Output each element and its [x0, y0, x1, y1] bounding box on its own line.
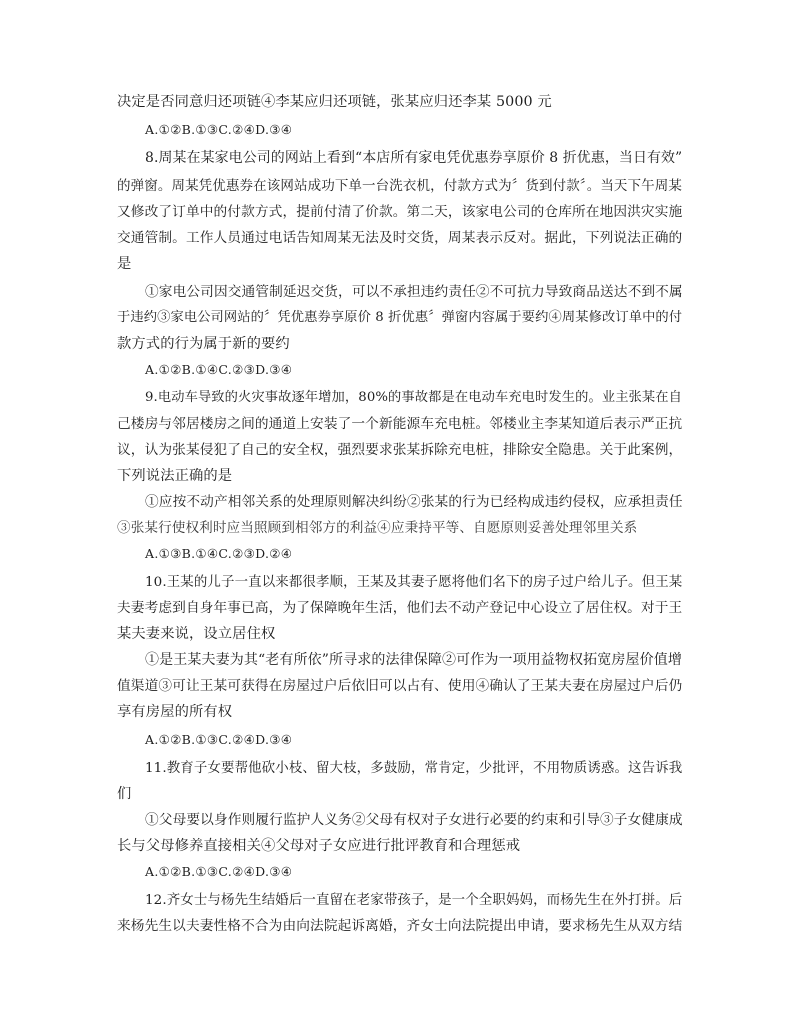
- text-line: 款方式的行为属于新的要约: [117, 336, 290, 352]
- text-line: 于违约③家电公司网站的〞凭优惠券享原价 8 折优惠〞弹窗内容属于要约④周某修改订单中的付: [117, 310, 683, 325]
- text-line: 又修改了订单中的付款方式，提前付清了价款。第二天，该家电公司的仓库所在地因洪灾实施: [117, 204, 683, 220]
- text-line: 己楼房与邻居楼房之间的通道上安装了一个新能源车充电桩。邻楼业主李某知道后表示严正抗: [117, 416, 683, 432]
- text-line: 的弹窗。周某凭优惠券在该网站成功下单一台洗衣机，付款方式为〞货到付款〞。当天下午周某: [117, 178, 682, 194]
- answer-options: A.①③B.①④C.②③D.②④: [145, 546, 293, 561]
- question-11-choices: ①父母要以身作则履行监护人义务②父母有权对子女进行必要的约束和引导③子女健康成: [145, 812, 683, 828]
- text-line: 夫妻考虑到自身年事已高，为了保障晚年生活，他们去不动产登记中心设立了居住权。对于王: [117, 600, 683, 616]
- answer-options: A.①②B.①③C.②④D.③④: [145, 864, 293, 879]
- answer-options: A.①②B.①④C.②③D.③④: [145, 362, 293, 377]
- text-line: 某夫妻来说，设立居住权: [117, 626, 276, 642]
- text-line: 是: [117, 256, 132, 272]
- text-line: 值渠道③可让王某可获得在房屋过户后依旧可以占有、使用④确认了王某夫妻在房屋过户后仍: [117, 678, 683, 694]
- text-line: 议，认为张某侵犯了自己的安全权，强烈要求张某拆除充电桩，排除安全隐患。关于此案例，: [117, 442, 683, 458]
- text-line: 下列说法正确的是: [117, 468, 233, 484]
- question-9-choices: ①应按不动产相邻关系的处理原则解决纠纷②张某的行为已经构成违约侵权，应承担责任: [145, 494, 683, 510]
- text-line: 们: [117, 786, 132, 802]
- answer-options: A.①②B.①③C.②④D.③④: [145, 732, 293, 747]
- question-12-stem: 12.齐女士与杨先生结婚后一直留在老家带孩子，是一个全职妈妈，而杨先生在外打拼。后: [145, 892, 683, 908]
- text-line: 长与父母修养直接相关④父母对子女应进行批评教育和合理惩戒: [117, 838, 521, 854]
- question-11-stem: 11.教育子女要帮他砍小枝、留大枝，多鼓励，常肯定，少批评，不用物质诱惑。这告诉我: [145, 760, 683, 776]
- text-line: 交通管制。工作人员通过电话告知周某无法及时交货，周某表示反对。据此，下列说法正确的: [117, 230, 683, 246]
- text-line: 享有房屋的所有权: [117, 704, 233, 720]
- answer-options: A.①②B.①③C.②④D.③④: [145, 122, 293, 137]
- text-line: ③张某行使权利时应当照顾到相邻方的利益④应秉持平等、自愿原则妥善处理邻里关系: [117, 520, 638, 536]
- text-line: 来杨先生以夫妻性格不合为由向法院起诉离婚，齐女士向法院提出申请，要求杨先生从双方结: [117, 918, 683, 934]
- question-10-stem: 10.王某的儿子一直以来都很孝顺，王某及其妻子愿将他们名下的房子过户给儿子。但王某: [145, 574, 683, 590]
- question-8-stem: 8.周某在某家电公司的网站上看到“本店所有家电凭优惠券享原价 8 折优惠，当日有效”: [145, 150, 683, 166]
- question-8-choices: ①家电公司因交通管制延迟交货，可以不承担违约责任②不可抗力导致商品送达不到不属: [145, 284, 683, 300]
- question-10-choices: ①是王某夫妻为其“老有所依”所寻求的法律保障②可作为一项用益物权拓宽房屋价值增: [145, 652, 682, 668]
- question-9-stem: 9.电动车导致的火灾事故逐年增加，80%的事故都是在电动车充电时发生的。业主张某在自: [145, 390, 682, 405]
- text-line: 决定是否同意归还项链④李某应归还项链，张某应归还李某 5000 元: [117, 94, 552, 110]
